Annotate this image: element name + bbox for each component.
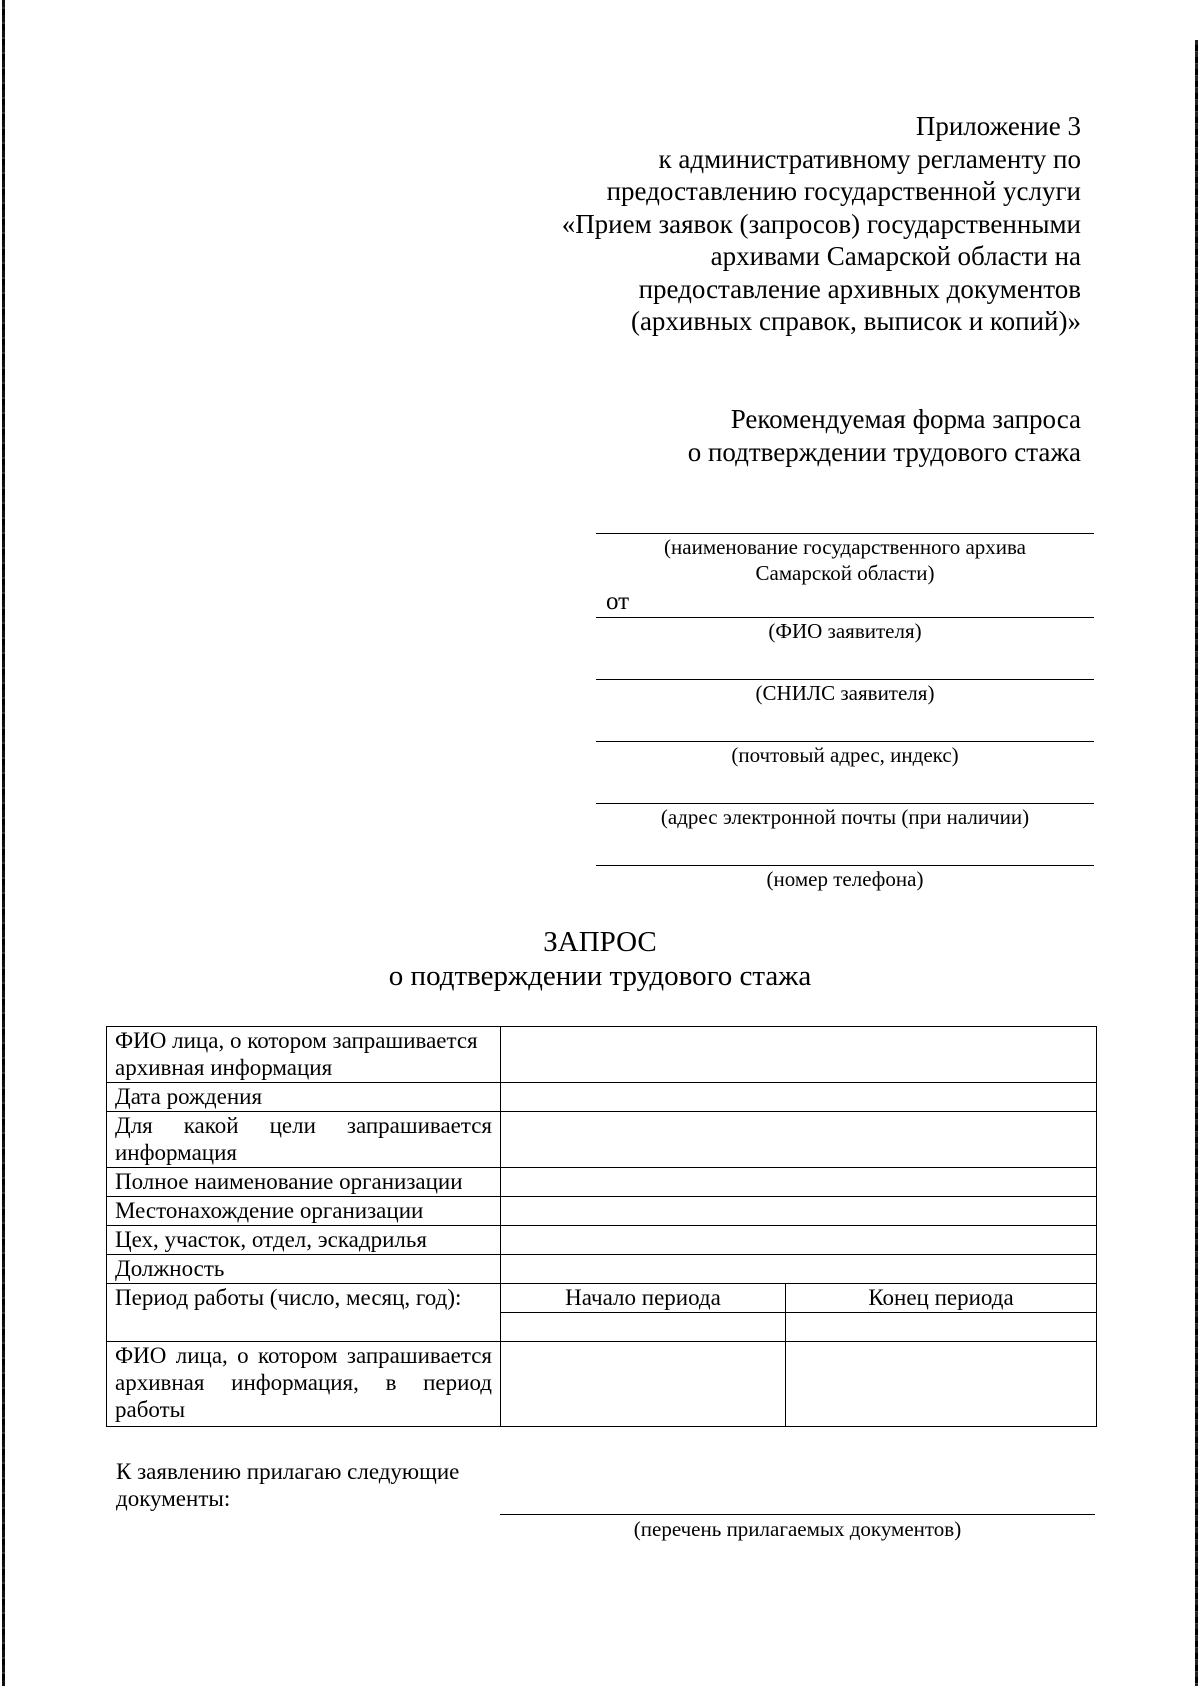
- scan-edge-right: [1195, 40, 1198, 1686]
- table-row: [107, 1255, 1097, 1284]
- archive-name-caption: [596, 534, 1094, 586]
- row-label: Дата рождения: [107, 1083, 501, 1112]
- row-label: Должность: [107, 1255, 501, 1284]
- recommended-form-title: [688, 403, 1081, 469]
- row-value-field[interactable]: [501, 1226, 1097, 1255]
- request-title: [0, 925, 1200, 993]
- fio-in-period-start-field[interactable]: [501, 1342, 786, 1427]
- recommended-form-line-2: о подтверждении трудового стажа: [687, 437, 1081, 467]
- addressee-block: [596, 533, 1094, 892]
- appendix-line: к административному регламенту по: [658, 143, 1081, 174]
- row-value-field[interactable]: [501, 1027, 1097, 1083]
- row-value-field[interactable]: [501, 1168, 1097, 1197]
- appendix-line: «Прием заявок (запросов) государственными: [561, 208, 1081, 239]
- row-value-field[interactable]: [501, 1112, 1097, 1168]
- row-label: ФИО лица, о котором запрашивается архивная информация: [107, 1027, 501, 1083]
- period-end-field[interactable]: [786, 1313, 1097, 1342]
- request-title-sub: о подтверждении трудового стажа: [388, 960, 812, 992]
- table-row: [107, 1083, 1097, 1112]
- request-table: [106, 1026, 1097, 1427]
- from-label: от: [606, 588, 630, 615]
- appendix-line: предоставление архивных документов: [638, 273, 1081, 304]
- phone-caption: (номер телефона): [766, 867, 924, 891]
- from-row: [596, 586, 1094, 617]
- table-row: [107, 1112, 1097, 1168]
- fio-in-period-label: ФИО лица, о котором запрашивается архивная информация, в период работы: [107, 1342, 501, 1427]
- table-row: [107, 1284, 1097, 1313]
- attachments-caption: (перечень прилагаемых документов): [633, 1517, 962, 1541]
- attachments-line[interactable]: [500, 1514, 1095, 1515]
- applicant-snils-caption: (СНИЛС заявителя): [755, 681, 935, 705]
- appendix-header: [562, 110, 1081, 338]
- applicant-fio-caption: (ФИО заявителя): [768, 619, 922, 643]
- email-caption: (адрес электронной почты (при наличии): [660, 805, 1030, 829]
- table-row: [107, 1027, 1097, 1083]
- appendix-line: (архивных справок, выписок и копий)»: [630, 306, 1081, 336]
- row-label: Местонахождение организации: [107, 1197, 501, 1226]
- row-value-field[interactable]: [501, 1255, 1097, 1284]
- table-row: [107, 1226, 1097, 1255]
- postal-address-caption: (почтовый адрес, индекс): [731, 743, 959, 767]
- row-label: Цех, участок, отдел, эскадрилья: [107, 1226, 501, 1255]
- recommended-form-line-1: Рекомендуемая форма запроса: [730, 404, 1081, 434]
- appendix-line: архивами Самарской области на: [710, 241, 1081, 271]
- table-row: [107, 1168, 1097, 1197]
- request-title-main: ЗАПРОС: [543, 926, 657, 958]
- scan-edge-left: [2, 0, 5, 1686]
- row-value-field[interactable]: [501, 1197, 1097, 1226]
- archive-caption-line-1: (наименование государственного архива: [664, 535, 1026, 559]
- fio-in-period-end-field[interactable]: [786, 1342, 1097, 1427]
- appendix-line: предоставлению государственной услуги: [606, 176, 1081, 206]
- period-label: Период работы (число, месяц, год):: [107, 1284, 501, 1342]
- appendix-line: Приложение 3: [915, 111, 1081, 141]
- table-row: [107, 1197, 1097, 1226]
- period-end-header: Конец периода: [786, 1284, 1097, 1313]
- attachments-label: К заявлению прилагаю следующие документы:: [116, 1459, 460, 1511]
- table-row: [107, 1342, 1097, 1427]
- period-start-field[interactable]: [501, 1313, 786, 1342]
- archive-caption-line-2: Самарской области): [755, 561, 935, 585]
- row-label: Полное наименование организации: [107, 1168, 501, 1197]
- row-value-field[interactable]: [501, 1083, 1097, 1112]
- row-label: Для какой цели запрашивается информация: [107, 1112, 501, 1168]
- period-start-header: Начало периода: [501, 1284, 786, 1313]
